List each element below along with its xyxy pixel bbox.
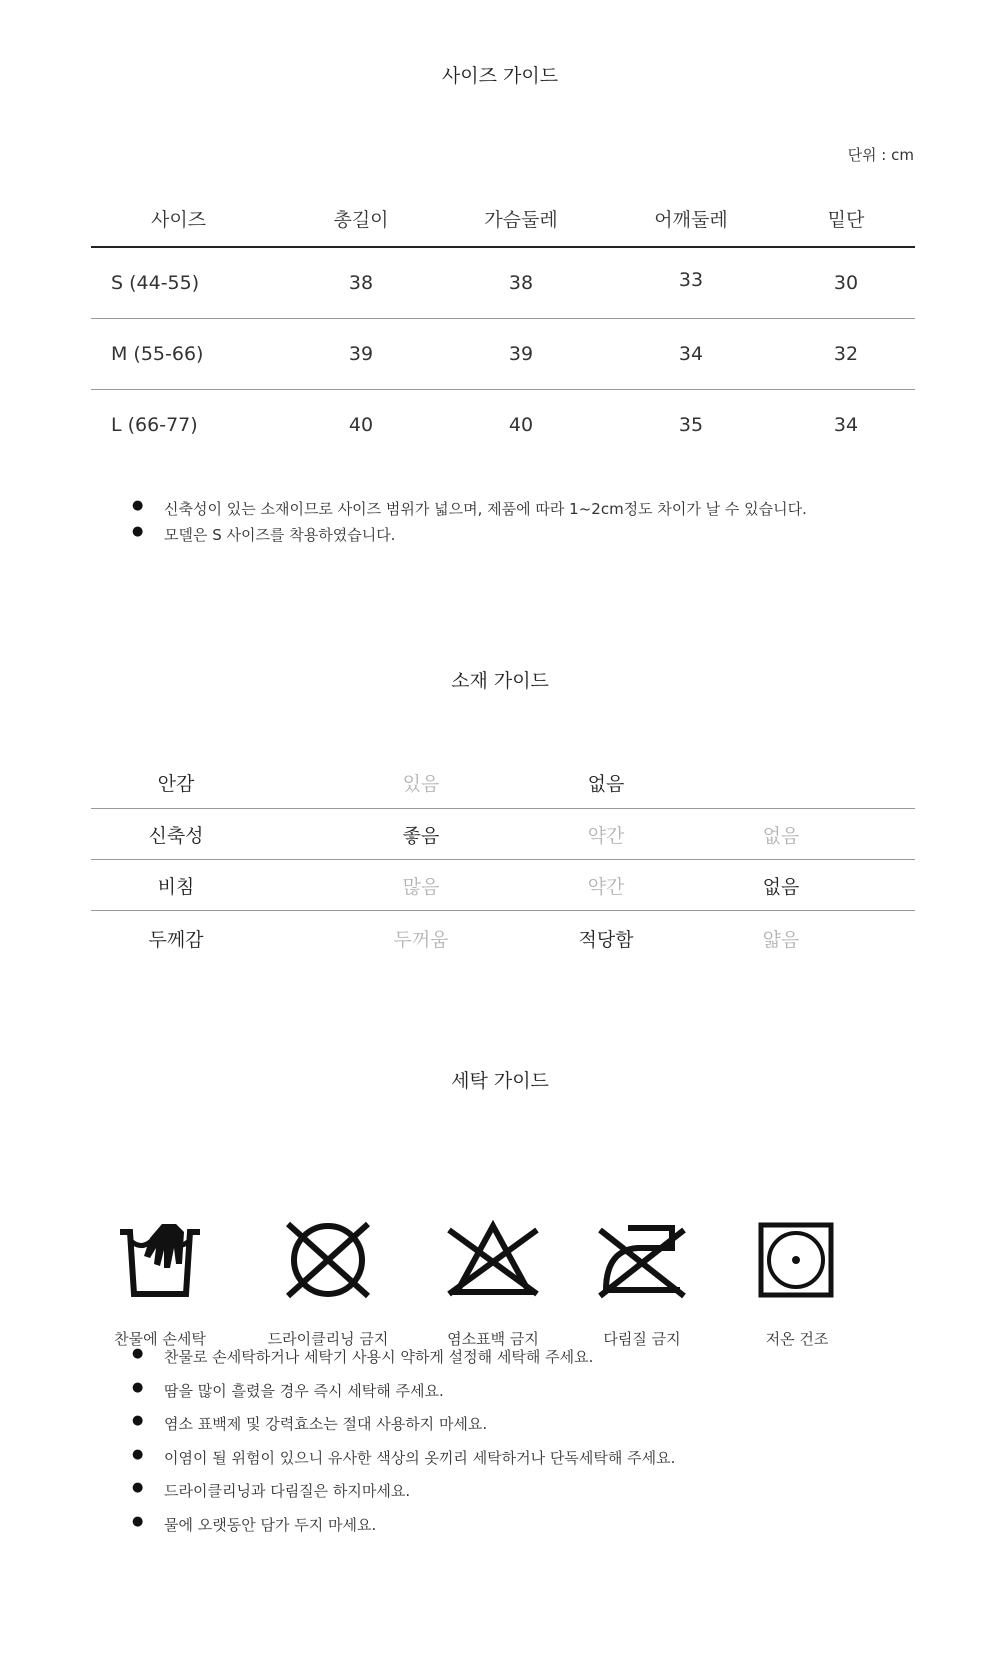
material-label: 안감 [157, 772, 195, 795]
size-table [91, 190, 915, 460]
size-table-header [91, 190, 915, 248]
option-thin: 얇음 [762, 928, 800, 951]
no-dry-clean-icon [278, 1220, 378, 1300]
header-length: 총길이 [333, 208, 389, 231]
option-much: 많음 [402, 875, 440, 898]
shoulder-cell: 34 [678, 343, 704, 365]
header-shoulder: 어깨둘레 [654, 208, 728, 231]
header-size: 사이즈 [150, 208, 207, 231]
header-chest: 가슴둘레 [484, 208, 558, 231]
chest-cell: 40 [508, 414, 534, 436]
wash-label: 드라이클리닝 금지 [267, 1330, 389, 1348]
list-item: ● 염소 표백제 및 강력효소는 절대 사용하지 마세요. [132, 1413, 675, 1447]
wash-item-hand-wash [80, 1220, 240, 1349]
option-slight: 약간 [587, 824, 625, 847]
table-row [91, 390, 915, 460]
shoulder-cell: 33 [678, 269, 704, 291]
list-item: ● 물에 오랫동안 담가 두지 마세요. [132, 1514, 675, 1548]
option-empty [716, 756, 846, 808]
list-item: ● 찬물로 손세탁하거나 세탁기 사용시 약하게 설정해 세탁해 주세요. [132, 1346, 675, 1380]
no-iron-icon [592, 1220, 692, 1300]
option-thick: 두꺼움 [393, 928, 449, 951]
size-cell: M (55-66) [111, 343, 204, 365]
wash-label: 저온 건조 [765, 1330, 829, 1348]
chest-cell: 38 [508, 272, 534, 294]
material-row-thickness [91, 911, 915, 965]
size-cell: S (44-55) [111, 272, 200, 294]
wash-item-dry-flat [717, 1220, 877, 1349]
material-row-stretch [91, 809, 915, 860]
hem-cell: 30 [833, 272, 859, 294]
material-table [91, 770, 915, 965]
list-item: ● 모델은 S 사이즈를 착용하였습니다. [132, 524, 807, 550]
list-item: ● 땀을 많이 흘렸을 경우 즉시 세탁해 주세요. [132, 1380, 675, 1414]
wash-label: 찬물에 손세탁 [114, 1330, 206, 1348]
material-label: 두께감 [148, 928, 204, 951]
list-item: ● 신축성이 있는 소재이므로 사이즈 범위가 넓으며, 제품에 따라 1~2cm정도 차이가 날 수 있습니다. [132, 498, 807, 524]
length-cell: 40 [348, 414, 374, 436]
chest-cell: 39 [508, 343, 534, 365]
hem-cell: 32 [833, 343, 859, 365]
option-no: 없음 [587, 772, 625, 795]
wash-notes [132, 1346, 675, 1548]
header-hem: 밑단 [827, 208, 865, 231]
table-row [91, 319, 915, 390]
wash-item-no-iron [562, 1220, 722, 1349]
length-cell: 38 [348, 272, 374, 294]
size-cell: L (66-77) [111, 414, 198, 436]
list-item: ● 드라이클리닝과 다림질은 하지마세요. [132, 1480, 675, 1514]
wash-item-no-dry-clean [248, 1220, 408, 1349]
option-good: 좋음 [402, 824, 440, 847]
material-row-lining [91, 756, 915, 809]
dry-flat-icon [747, 1220, 847, 1300]
material-label: 신축성 [148, 824, 204, 847]
shoulder-cell: 35 [678, 414, 704, 436]
hem-cell: 34 [833, 414, 859, 436]
material-row-sheer [91, 860, 915, 911]
unit-label: 단위 : cm [847, 146, 914, 164]
wash-icons [110, 1220, 910, 1360]
table-row [91, 248, 915, 319]
option-none: 없음 [762, 875, 800, 898]
wash-label: 다림질 금지 [603, 1330, 681, 1348]
option-none: 없음 [762, 824, 800, 847]
wash-item-no-bleach [413, 1220, 573, 1349]
material-guide-title: 소재 가이드 [451, 670, 549, 692]
hand-wash-icon [110, 1220, 210, 1300]
size-notes [132, 498, 807, 550]
wash-label: 염소표백 금지 [447, 1330, 539, 1348]
size-guide-title: 사이즈 가이드 [441, 65, 559, 87]
option-medium: 적당함 [578, 928, 634, 951]
wash-guide-title: 세탁 가이드 [451, 1070, 549, 1092]
list-item: ● 이염이 될 위험이 있으니 유사한 색상의 옷끼리 세탁하거나 단독세탁해 주세요. [132, 1447, 675, 1481]
no-bleach-icon [443, 1220, 543, 1300]
option-slight: 약간 [587, 875, 625, 898]
length-cell: 39 [348, 343, 374, 365]
option-yes: 있음 [402, 772, 440, 795]
material-label: 비침 [157, 875, 195, 898]
